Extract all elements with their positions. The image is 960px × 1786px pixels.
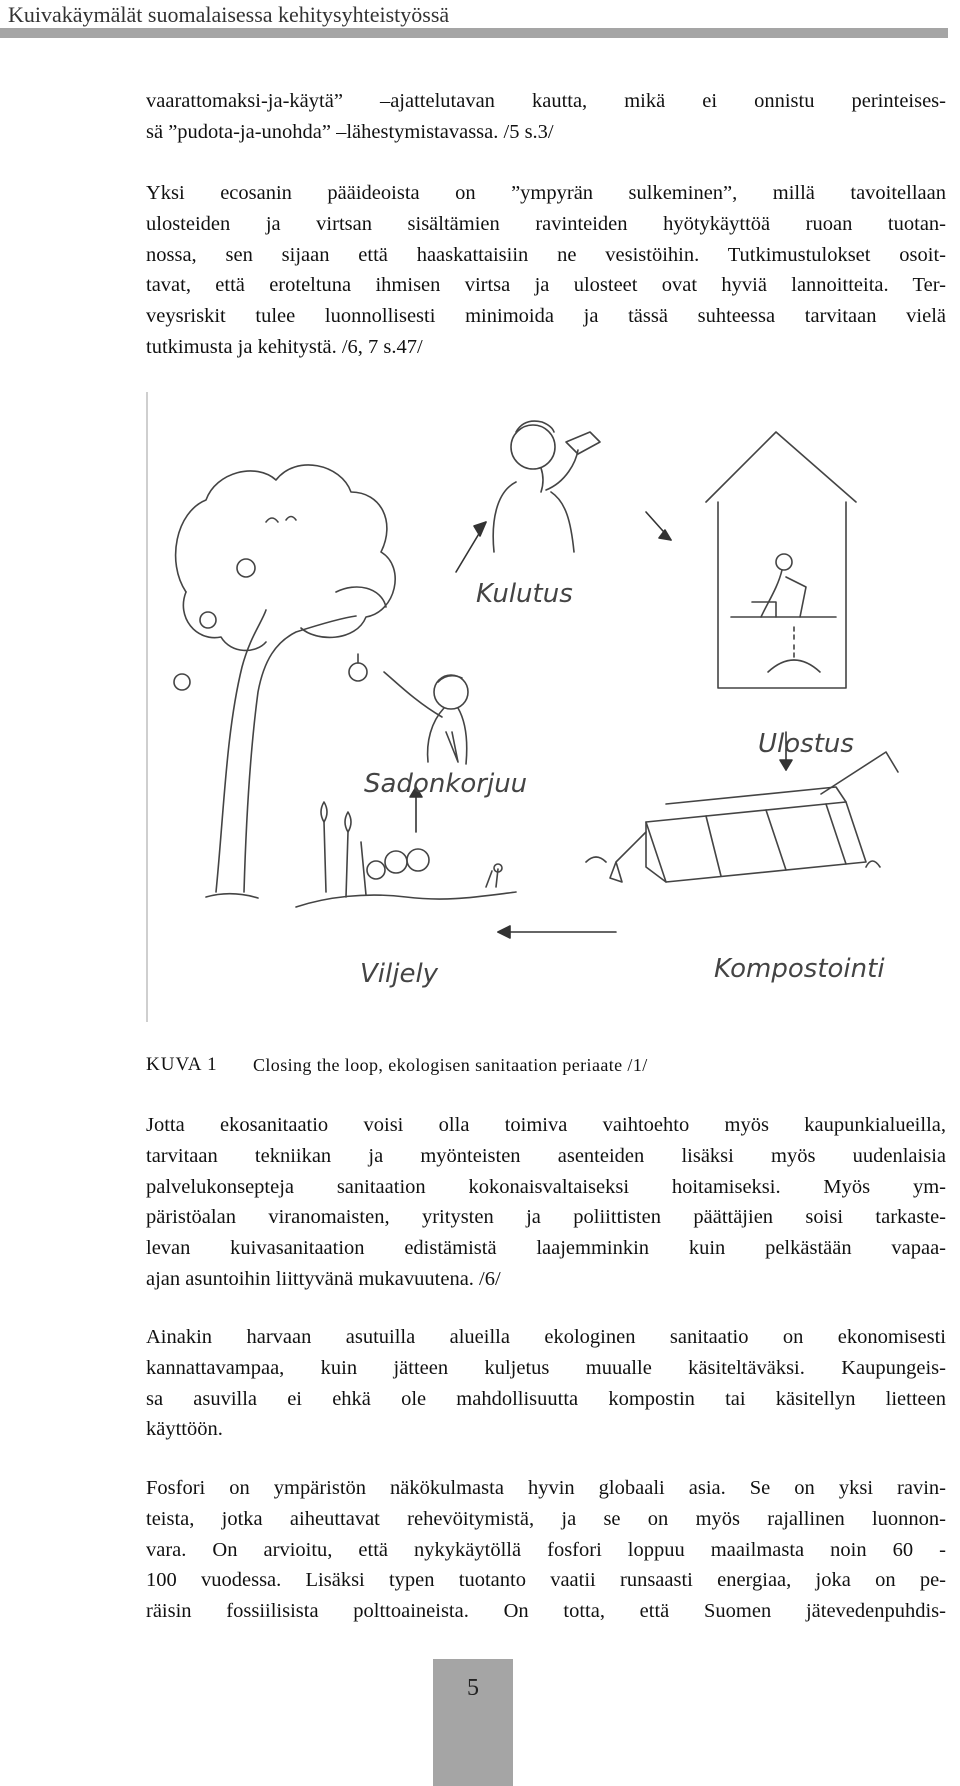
text-line: räisin fossiilisista polttoaineista. On totta, että Suomen jätevedenpuhdis-	[146, 1600, 946, 1623]
text-line: ulosteiden ja virtsan sisältämien ravinteiden hyötykäyttöä ruoan tuotan-	[146, 212, 946, 235]
label-kompostointi: Kompostointi	[714, 954, 885, 984]
text-line: vaarattomaksi-ja-käytä” –ajattelutavan kautta, mikä ei onnistu perinteises-	[146, 90, 946, 112]
label-viljely: Viljely	[360, 959, 439, 989]
text-line: nossa, sen sijaan että haaskattaisiin ne vesistöihin. Tutkimustulokset osoit-	[146, 243, 946, 266]
person-eating-drawing	[493, 421, 600, 552]
compost-bins-drawing	[586, 752, 898, 882]
text-line: 100 vuodessa. Lisäksi typen tuotanto vaatii runsaasti energiaa, joka on pe-	[146, 1569, 946, 1592]
caption-number: KUVA 1	[146, 1054, 218, 1075]
text-line: ajan asuntoihin liittyvänä mukavuutena. /6/	[146, 1267, 501, 1290]
text-line: vara. On arvioitu, että nykykäytöllä fosfori loppuu maailmasta noin 60 -	[146, 1538, 946, 1561]
text-line: päristöalan viranomaisten, yritysten ja poliittisten päättäjien soisi tarkaste-	[146, 1206, 946, 1229]
apple-tree-drawing	[174, 465, 395, 898]
text-line: tarvitaan tekniikan ja myönteisten asenteiden lisäksi myös uudenlaisia	[146, 1144, 946, 1167]
paragraph-4	[146, 1322, 946, 1445]
crops-drawing	[296, 802, 516, 907]
page-number: 5	[467, 1675, 479, 1701]
paragraph-2	[146, 178, 946, 363]
text-line: levan kuivasanitaation edistämistä laajemminkin kuin pelkästään vapaa-	[146, 1237, 946, 1260]
text-line: käyttöön.	[146, 1418, 223, 1441]
text-line: teista, jotka aiheuttavat rehevöitymistä, ja se on myös rajallinen luonnon-	[146, 1507, 946, 1530]
text-line: Jotta ekosanitaatio voisi olla toimiva vaihtoehto myös kaupunkialueilla,	[146, 1114, 946, 1136]
closing-the-loop-figure	[146, 392, 946, 1022]
text-line: palvelukonsepteja sanitaation kokonaisvaltaiseksi hoitamiseksi. Myös ym-	[146, 1175, 946, 1198]
header-rule	[0, 28, 948, 38]
text-line: Ainakin harvaan asutuilla alueilla ekologinen sanitaatio on ekonomisesti	[146, 1326, 946, 1348]
cycle-arrows	[410, 512, 792, 938]
loop-illustration	[146, 392, 946, 1022]
figure-caption	[146, 1054, 648, 1076]
outhouse-drawing	[706, 432, 856, 688]
text-line: veysriskit tulee luonnollisesti minimoida ja tässä suhteessa tarvitaan vielä	[146, 305, 946, 328]
text-line: Yksi ecosanin pääideoista on ”ympyrän sulkeminen”, millä tavoitellaan	[146, 182, 946, 204]
paragraph-3	[146, 1110, 946, 1295]
running-header	[0, 0, 960, 40]
label-kulutus: Kulutus	[476, 579, 573, 609]
paragraph-1	[146, 86, 946, 148]
text-line: Fosfori on ympäristön näkökulmasta hyvin globaali asia. Se on yksi ravin-	[146, 1477, 946, 1499]
text-line: tutkimusta ja kehitystä. /6, 7 s.47/	[146, 335, 423, 358]
caption-text: Closing the loop, ekologisen sanitaation periaate /1/	[253, 1055, 648, 1075]
text-line: tavat, että eroteltuna ihmisen virtsa ja ulosteet ovat hyviä lannoitteita. Ter-	[146, 274, 946, 297]
person-harvesting-drawing	[384, 672, 468, 764]
paragraph-5	[146, 1473, 946, 1627]
text-line: sa asuvilla ei ehkä ole mahdollisuutta kompostin tai käsitellyn lietteen	[146, 1387, 946, 1410]
text-line: sä ”pudota-ja-unohda” –lähestymistavassa. /5 s.3/	[146, 120, 554, 143]
text-line: kannattavampaa, kuin jätteen kuljetus muualle käsiteltäväksi. Kaupungeis-	[146, 1356, 946, 1379]
page-number-tab	[433, 1659, 513, 1786]
label-ulostus: Ulostus	[758, 729, 854, 759]
label-sadonkorjuu: Sadonkorjuu	[364, 769, 528, 799]
running-header-title: Kuivakäymälät suomalaisessa kehitysyhteistyössä	[8, 2, 450, 27]
